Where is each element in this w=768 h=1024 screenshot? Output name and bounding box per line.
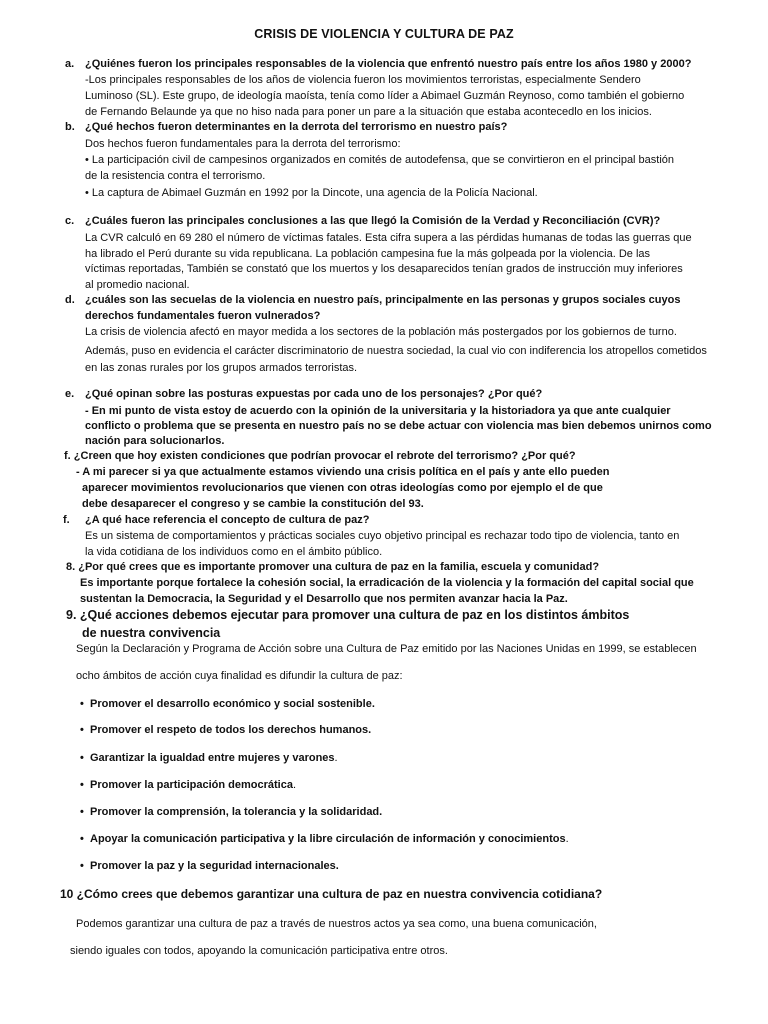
question-d-line-1: ¿cuáles son las secuelas de la violencia en nuestro país, principalmente en las personas y grupos sociales cuyos bbox=[85, 294, 681, 306]
answer-e-line-2: conflicto o problema que se presenta en nuestro país no se debe actuar con violencia mas bien debemos unirnos como bbox=[85, 420, 712, 432]
peace-action-item: • Promover el respeto de todos los derechos humanos. bbox=[80, 724, 372, 736]
answer-10-line-1: Podemos garantizar una cultura de paz a través de nuestros actos ya sea como, una buena comunicación, bbox=[76, 918, 597, 930]
question-d-line-2: derechos fundamentales fueron vulnerados? bbox=[85, 310, 321, 322]
answer-c-line-3: víctimas reportadas, También se constató que los muertos y los desaparecidos tenían grados de instrucción muy inferiores bbox=[85, 263, 683, 275]
item-mark-d: d. bbox=[65, 294, 75, 306]
answer-d-line-1: La crisis de violencia afectó en mayor medida a los sectores de la población más postergados por los gobiernos de turno. bbox=[85, 326, 677, 338]
item-mark-f: f. bbox=[63, 514, 70, 526]
answer-f-terrorism-line-3: debe desaparecer el congreso y se cambie la constitución del 93. bbox=[82, 498, 424, 510]
bullet-icon: • bbox=[80, 698, 84, 710]
answer-8-line-1: Es importante porque fortalece la cohesión social, la erradicación de la violencia y la formación del capital social que bbox=[80, 577, 694, 589]
question-a: ¿Quiénes fueron los principales responsables de la violencia que enfrentó nuestro país entre los años 1980 y 2000? bbox=[85, 58, 692, 70]
peace-action-item: • Promover la paz y la seguridad internacionales. bbox=[80, 860, 339, 872]
bullet-icon: • bbox=[80, 860, 84, 872]
intro-9-line-1: Según la Declaración y Programa de Acción sobre una Cultura de Paz emitido por las Naciones Unidas en 1999, se establecen bbox=[76, 643, 697, 655]
answer-b-line-3: de la resistencia contra el terrorismo. bbox=[85, 170, 266, 182]
answer-e-line-1: - En mi punto de vista estoy de acuerdo con la opinión de la universitaria y la historiadora ya que ante cualquier bbox=[85, 405, 671, 417]
bullet-icon: • bbox=[80, 752, 84, 764]
answer-f-culture-line-1: Es un sistema de comportamientos y prácticas sociales cuyo objetivo principal es rechazar todo tipo de violencia, tanto en bbox=[85, 530, 680, 542]
answer-f-terrorism-line-2: aparecer movimientos revolucionarios que vienen con otras ideologías como por ejemplo el de que bbox=[82, 482, 603, 494]
item-mark-c: c. bbox=[65, 215, 75, 227]
answer-a-line-3: de Fernando Belaunde ya que no hiso nada para poner un pare a la situación que estaba acontecedlo en los inicios. bbox=[85, 106, 652, 118]
answer-b-line-4: • La captura de Abimael Guzmán en 1992 por la Dincote, una agencia de la Policía Nacional. bbox=[85, 187, 538, 199]
answer-f-culture-line-2: la vida cotidiana de los individuos como en el ámbito público. bbox=[85, 546, 383, 558]
answer-c-line-2: ha librado el Perú durante su vida republicana. La población campesina fue la más golpeada por la violencia. De las bbox=[85, 248, 651, 260]
question-e: ¿Qué opinan sobre las posturas expuestas por cada uno de los personajes? ¿Por qué? bbox=[85, 388, 543, 400]
answer-8-line-2: sustentan la Democracia, la Seguridad y el Desarrollo que nos permiten avanzar hacia la Paz. bbox=[80, 593, 568, 605]
answer-b-line-1: Dos hechos fueron fundamentales para la derrota del terrorismo: bbox=[85, 138, 401, 150]
item-mark-a: a. bbox=[65, 58, 75, 70]
answer-e-line-3: nación para solucionarlos. bbox=[85, 435, 225, 447]
answer-c-line-1: La CVR calculó en 69 280 el número de víctimas fatales. Esta cifra supera a las pérdidas humanas de todas las guerras que bbox=[85, 232, 692, 244]
question-b: ¿Qué hechos fueron determinantes en la derrota del terrorismo en nuestro país? bbox=[85, 121, 508, 133]
peace-action-item: • Promover el desarrollo económico y social sostenible. bbox=[80, 698, 375, 710]
question-9-line-2: de nuestra convivencia bbox=[82, 626, 221, 640]
bullet-icon: • bbox=[80, 724, 84, 736]
answer-f-terrorism-line-1: - A mi parecer si ya que actualmente estamos viviendo una crisis política en el país y ante ello pueden bbox=[76, 466, 610, 478]
answer-d-line-2: Además, puso en evidencia el carácter discriminatorio de nuestra sociedad, la cual vio con indiferencia los atropellos cometidos bbox=[85, 345, 707, 357]
answer-a-line-2: Luminoso (SL). Este grupo, de ideología maoísta, tenía como líder a Abimael Guzmán Reynoso, como también el gobierno bbox=[85, 90, 685, 102]
intro-9-line-2: ocho ámbitos de acción cuya finalidad es difundir la cultura de paz: bbox=[76, 670, 403, 682]
question-9-line-1: 9. ¿Qué acciones debemos ejecutar para promover una cultura de paz en los distintos ámbitos bbox=[66, 608, 630, 622]
bullet-icon: • bbox=[80, 806, 84, 818]
item-mark-b: b. bbox=[65, 121, 75, 133]
peace-action-item: • Apoyar la comunicación participativa y la libre circulación de información y conocimientos. bbox=[80, 833, 569, 845]
question-f-terrorism: f. ¿Creen que hoy existen condiciones que podrían provocar el rebrote del terrorismo? ¿Por qué? bbox=[64, 450, 576, 462]
document-title: CRISIS DE VIOLENCIA Y CULTURA DE PAZ bbox=[254, 27, 514, 41]
answer-d-line-3: en las zonas rurales por los grupos armados terroristas. bbox=[85, 362, 358, 374]
answer-a-line-1: -Los principales responsables de los años de violencia fueron los movimientos terroristas, especialmente Sendero bbox=[85, 74, 641, 86]
bullet-icon: • bbox=[80, 779, 84, 791]
peace-action-item: • Promover la comprensión, la tolerancia y la solidaridad. bbox=[80, 806, 383, 818]
bullet-icon: • bbox=[80, 833, 84, 845]
answer-b-line-2: • La participación civil de campesinos organizados en comités de autodefensa, que se convirtieron en el principal bastión bbox=[85, 154, 675, 166]
question-8: 8. ¿Por qué crees que es importante promover una cultura de paz en la familia, escuela y comunidad? bbox=[66, 561, 600, 573]
item-mark-e: e. bbox=[65, 388, 75, 400]
answer-10-line-2: siendo iguales con todos, apoyando la comunicación participativa entre otros. bbox=[70, 945, 448, 957]
answer-c-line-4: al promedio nacional. bbox=[85, 279, 190, 291]
question-c: ¿Cuáles fueron las principales conclusiones a las que llegó la Comisión de la Verdad y Reconciliación (CVR)? bbox=[85, 215, 661, 227]
question-f-culture: ¿A qué hace referencia el concepto de cultura de paz? bbox=[85, 514, 370, 526]
peace-action-item: • Garantizar la igualdad entre mujeres y varones. bbox=[80, 752, 338, 764]
peace-action-item: • Promover la participación democrática. bbox=[80, 779, 297, 791]
question-10: 10 ¿Cómo crees que debemos garantizar una cultura de paz en nuestra convivencia cotidiana? bbox=[60, 887, 603, 901]
